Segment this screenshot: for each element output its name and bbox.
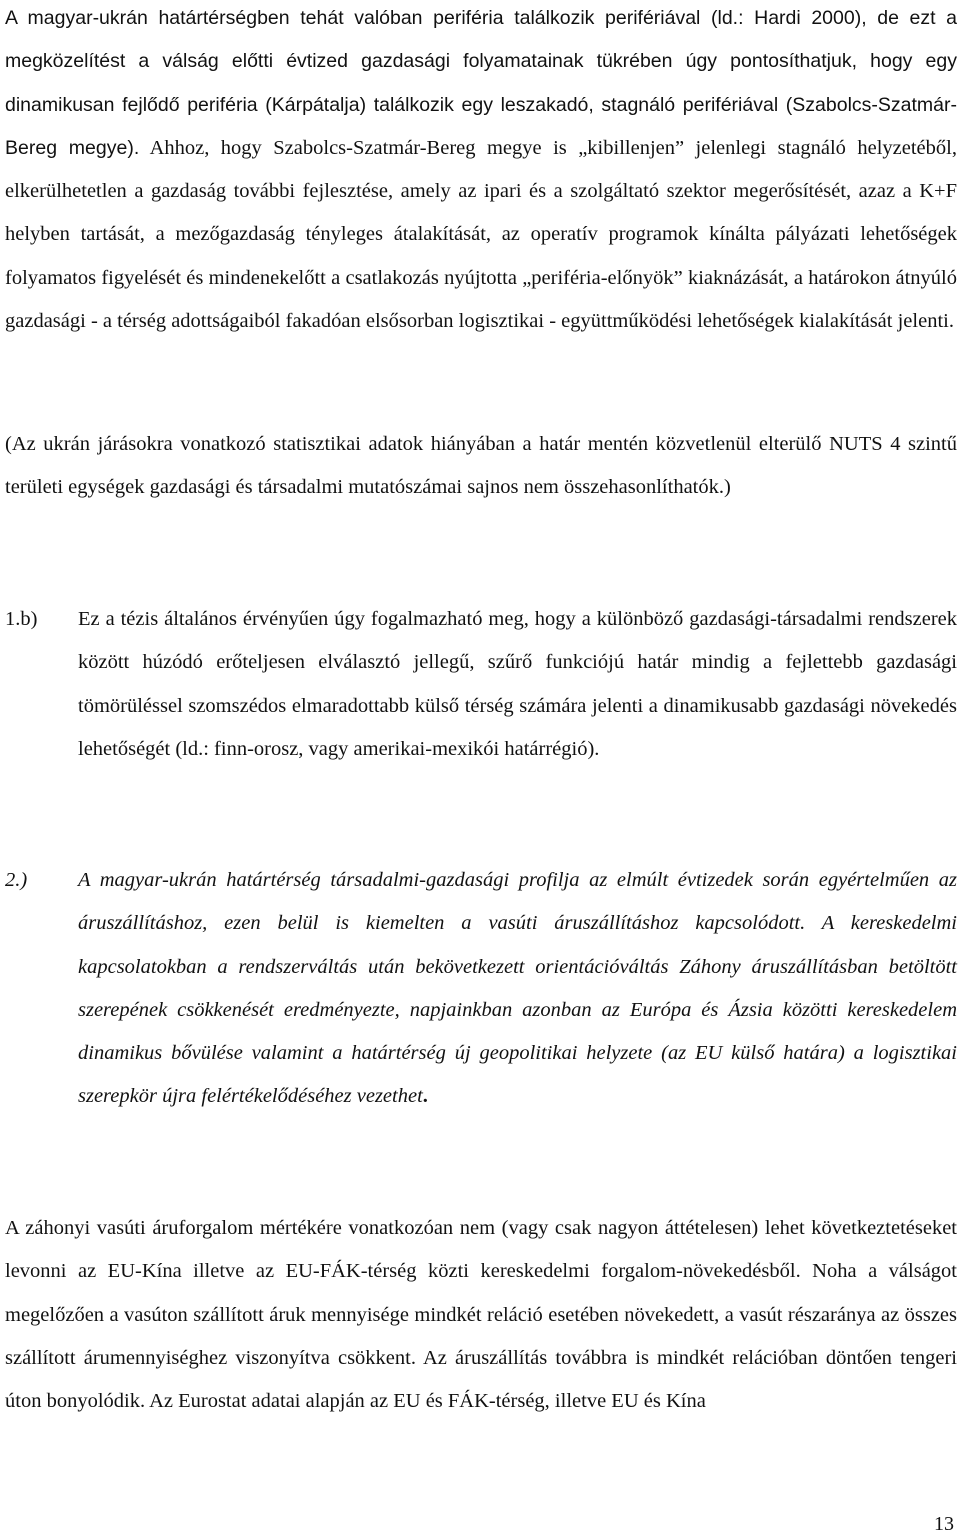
thesis-text [78, 859, 957, 1119]
thesis-1b [5, 598, 957, 771]
paragraph-zahony-traffic: A záhonyi vasúti áruforgalom mértékére vonatkozóan nem (vagy csak nagyon áttételesen) lehet következtetéseket levonni az EU-Kína illetve az EU-FÁK-térség közti kereskedelmi forgalom-növekedésből. Noha a válságot megelőzően a vasúton szállított áruk mennyisége mindkét reláció esetében növekedett, a vasút részaránya az összes szállított árumennyiséghez viszonyítva csökkent. Az áruszállítás továbbra is mindkét relációban döntően tengeri úton bonyolódik. Az Eurostat adatai alapján az EU és FÁK-térség, illetve EU és Kína [5, 1217, 957, 1413]
thesis-text: Ez a tézis általános érvényűen úgy fogalmazható meg, hogy a különböző gazdasági-társadalmi rendszerek között húzódó erőteljesen elválasztó jellegű, szűrő funkciójú határ mindig a fejlettebb gazdasági tömörüléssel szomszédos elmaradottabb külső térség számára jelenti a dinamikusabb gazdasági növekedés lehetőségét (ld.: finn-orosz, vagy amerikai-mexikói határrégió). [78, 608, 957, 760]
paragraph-statistics-note: (Az ukrán járásokra vonatkozó statisztikai adatok hiányában a határ mentén közvetlenül elterülő NUTS 4 szintű területi egységek gazdasági és társadalmi mutatószámai sajnos nem összehasonlíthatók.) [5, 433, 957, 499]
page-number: 13 [934, 1513, 954, 1535]
thesis-text-main: A magyar-ukrán határtérség társadalmi-gazdasági profilja az elmúlt évtizedek során egyértelműen az áruszállításhoz, ezen belül is kiemelten a vasúti áruszállításhoz kapcsolódott. A kereskedelmi kapcsolatokban a rendszerváltás után bekövetkezett orientációváltás Záhony áruszállításban betöltött szerepének csökkenését eredményezte, napjainkban azonban az Európa és Ázsia közötti kereskedelem dinamikus bővülése valamint a határtérség új geopolitikai helyzete (az EU külső határa) a logisztikai szerepkör újra felértékelődéséhez vezethet [78, 869, 957, 1108]
thesis-text-period: . [422, 1085, 428, 1108]
paragraph-intro-lead: A magyar-ukrán határtérségben tehát valóban periféria találkozik perifériával (ld.: Hardi 2000), de ezt a megközelítést a válság előtti évtized gazdasági folyamatainak tükrében úgy pontosíthatjuk, hogy egy dinamikusan fejlődő periféria (Kárpátalja) találkozik egy leszakadó, stagnáló perifériával (Szabolcs-Szatmár-Bereg megye). [5, 7, 957, 159]
thesis-number: 1.b) [5, 608, 38, 630]
paragraph-intro-rest: Ahhoz, hogy Szabolcs-Szatmár-Bereg megye is „kibillenjen” jelenlegi stagnáló helyzetéből, elkerülhetetlen a gazdaság további fejlesztése, amely az ipari és a szolgáltató szektor megerősítését, azaz a K+F helyben tartását, a mezőgazdaság tényleges átalakítását, az operatív programok kínálta pályázati lehetőségek folyamatos figyelését és mindenekelőtt a csatlakozás nyújtotta „periféria-előnyök” kiaknázását, a határokon átnyúló gazdasági - a térség adottságaiból fakadóan elsősorban logisztikai - együttműködési lehetőségek kialakítását jelenti. [5, 136, 957, 333]
paragraph-intro [5, 0, 957, 343]
thesis-number: 2.) [5, 869, 28, 891]
thesis-2 [5, 859, 957, 1119]
